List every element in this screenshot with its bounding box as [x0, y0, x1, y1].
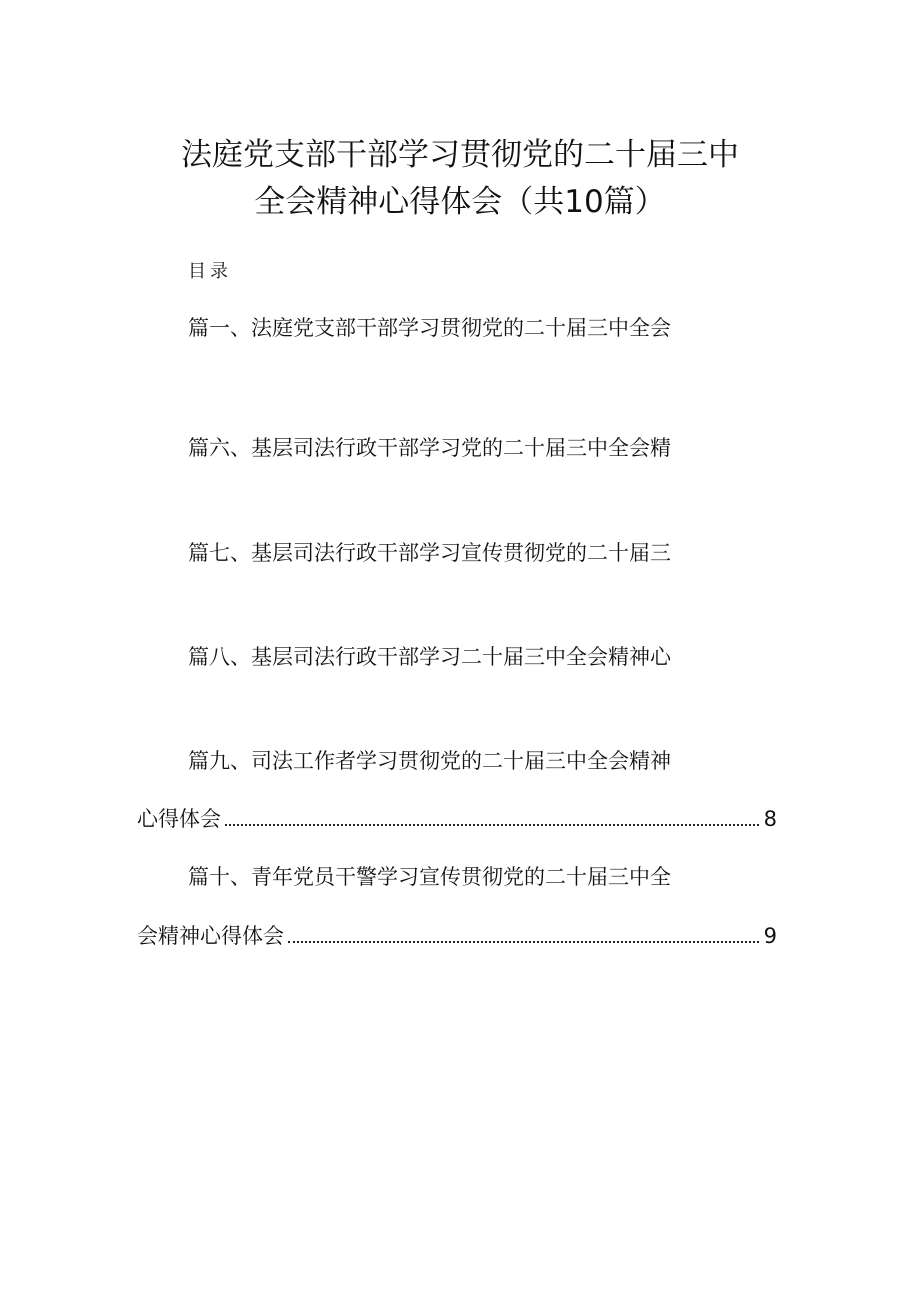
toc-entry-9-continuation[interactable] — [137, 804, 777, 834]
toc-entry-10-continuation[interactable] — [137, 921, 777, 951]
toc-page-number: 8 — [763, 807, 777, 831]
toc-entry-6[interactable]: 篇六、基层司法行政干部学习党的二十届三中全会精 — [188, 436, 671, 460]
toc-entry-9[interactable]: 篇九、司法工作者学习贯彻党的二十届三中全会精神 — [188, 749, 671, 773]
toc-dot-leader — [225, 823, 759, 826]
toc-label: 目录 — [188, 261, 232, 282]
document-title-line-1: 法庭党支部干部学习贯彻党的二十届三中 — [181, 137, 739, 173]
toc-entry-10[interactable]: 篇十、青年党员干警学习宣传贯彻党的二十届三中全 — [188, 865, 671, 889]
toc-entry-10-continuation-text: 会精神心得体会 — [137, 924, 284, 948]
toc-entry-1[interactable]: 篇一、法庭党支部干部学习贯彻党的二十届三中全会 — [188, 316, 671, 340]
toc-dot-leader — [288, 940, 759, 943]
document-title-line-2: 全会精神心得体会（共10篇） — [254, 184, 666, 220]
toc-page-number: 9 — [763, 924, 777, 948]
toc-entry-9-continuation-text: 心得体会 — [137, 807, 221, 831]
toc-entry-7[interactable]: 篇七、基层司法行政干部学习宣传贯彻党的二十届三 — [188, 541, 671, 565]
toc-entry-8[interactable]: 篇八、基层司法行政干部学习二十届三中全会精神心 — [188, 645, 671, 669]
